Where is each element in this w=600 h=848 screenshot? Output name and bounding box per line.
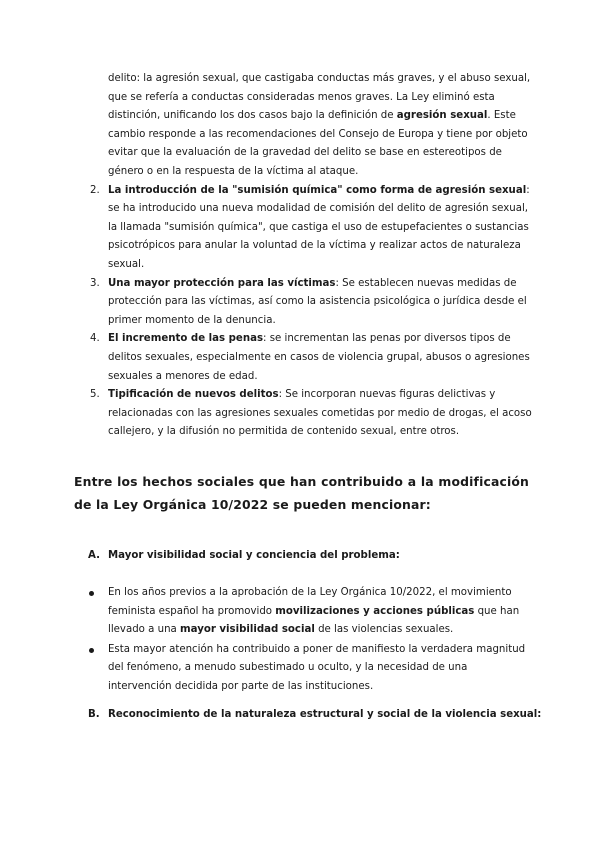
- list-item: [82, 182, 532, 275]
- list-item: [82, 330, 532, 386]
- bullet-list: [88, 584, 528, 698]
- bullet-item: [88, 584, 528, 640]
- subsection-title: Mayor visibilidad social y conciencia del problema:: [108, 550, 400, 561]
- bullet-text: que han llevado a una: [108, 605, 520, 636]
- subsection-b-title: [88, 709, 541, 720]
- list-item: [82, 386, 532, 442]
- list-item-continuation: [82, 70, 532, 182]
- bullet-dot-icon: [89, 648, 94, 653]
- section-heading: Entre los hechos sociales que han contribuido a la modificación de la Ley Orgánica 10/2022 se pueden mencionar:: [74, 474, 529, 512]
- list-item-text: : Se incorporan nuevas figuras delictivas y relacionadas con las agresiones sexuales cometidas por medio de drogas, el acoso callejero, y la difusión no permitida de contenido sexual, entre otros.: [108, 389, 532, 438]
- list-item-title: El incremento de las penas: [108, 333, 264, 345]
- list-item-number: 5.: [90, 389, 100, 401]
- list-item-number: 3.: [90, 277, 100, 289]
- subsection-title: Reconocimiento de la naturaleza estructural y social de la violencia sexual:: [108, 709, 542, 720]
- subsection-a-title: [88, 550, 400, 561]
- subsection-letter: A.: [88, 550, 100, 561]
- list-item-text: : Se establecen nuevas medidas de protección para las víctimas, así como la asistencia psicológica o jurídica desde el primer momento de la denuncia.: [108, 277, 527, 326]
- bullet-item: [88, 641, 528, 697]
- list-item-number: 4.: [90, 333, 100, 345]
- list-item-bold: agresión sexual: [396, 110, 488, 122]
- list-item-title: La introducción de la "sumisión química" como forma de agresión sexual: [108, 184, 527, 196]
- bullet-bold: movilizaciones y acciones públicas: [275, 605, 475, 617]
- list-item-tail: . Este cambio responde a las recomendaciones del Consejo de Europa y tiene por objeto evitar que la evaluación de la gravedad del delito se base en estereotipos de género o en la respuesta de la víctima al ataque.: [108, 110, 528, 177]
- list-item-text: delito: la agresión sexual, que castigaba conductas más graves, y el abuso sexual, que se refería a conductas consideradas menos graves. La Ley eliminó esta distinción, unificando los dos casos bajo la definición de: [108, 73, 531, 122]
- numbered-list: [82, 70, 532, 442]
- bullet-dot-icon: [89, 591, 94, 596]
- list-item-number: 2.: [90, 184, 100, 196]
- list-item-title: Tipificación de nuevos delitos: [108, 389, 279, 401]
- list-item: [82, 275, 532, 331]
- list-item-text: : se incrementan las penas por diversos tipos de delitos sexuales, especialmente en casos de violencia grupal, abusos o agresiones sexuales a menores de edad.: [108, 333, 530, 382]
- subsection-letter: B.: [88, 709, 100, 720]
- list-item-title: Una mayor protección para las víctimas: [108, 277, 336, 289]
- bullet-text: Esta mayor atención ha contribuido a poner de manifiesto la verdadera magnitud del fenómeno, a menudo subestimado u oculto, y la necesidad de una intervención decidida por parte de las instituciones.: [108, 643, 526, 692]
- bullet-text: de las violencias sexuales.: [314, 624, 454, 636]
- bullet-text: En los años previos a la aprobación de la Ley Orgánica 10/2022, el movimiento feminista español ha promovido: [108, 587, 512, 617]
- list-item-text: : se ha introducido una nueva modalidad de comisión del delito de agresión sexual, la llamada "sumisión química", que castiga el uso de estupefacientes o sustancias psicotrópicos para anular la voluntad de la víctima y realizar actos de naturaleza sexual.: [108, 184, 530, 270]
- bullet-bold: mayor visibilidad social: [180, 624, 315, 636]
